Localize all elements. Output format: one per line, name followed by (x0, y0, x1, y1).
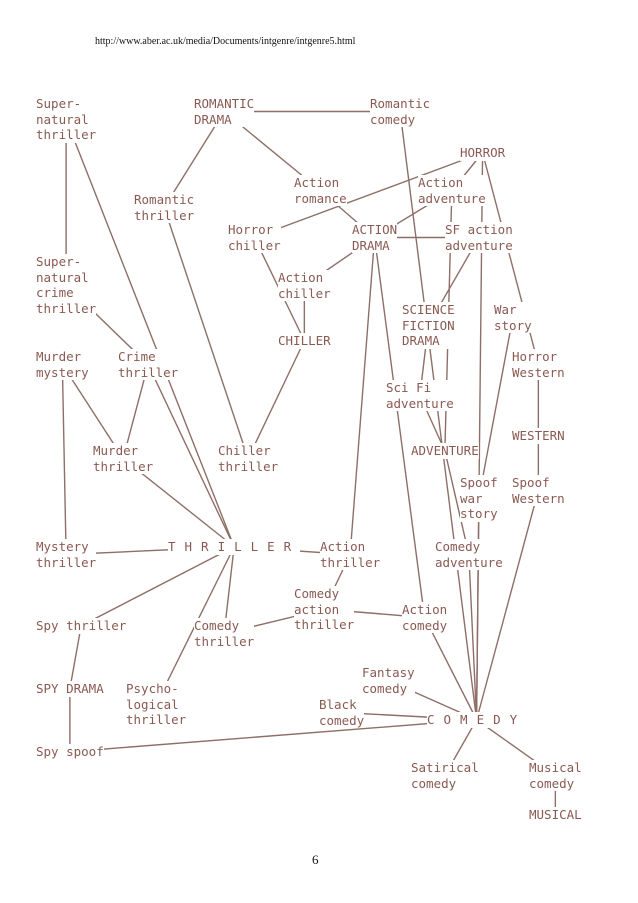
connector-spoof_western-to-comedy (477, 491, 539, 720)
node-horror-western: Horror Western (512, 349, 565, 380)
node-western: WESTERN (512, 428, 565, 443)
node-comedy-thriller: Comedy thriller (194, 618, 255, 649)
connector-comedy_adventure-to-comedy (469, 555, 477, 720)
node-sf-action-adventure: SF action adventure (445, 222, 513, 253)
connector-supernatural_thriller-to-thriller (66, 119, 234, 547)
node-war-story: War story (494, 302, 532, 333)
node-crime-thriller: Crime thriller (118, 349, 179, 380)
connector-action_drama-to-action_thriller (350, 238, 374, 555)
node-comedy-action-thriller: Comedy action thriller (294, 586, 355, 632)
connector-thriller-to-spy_thriller (81, 547, 234, 626)
node-adventure: ADVENTURE (411, 443, 479, 458)
node-musical: MUSICAL (529, 807, 582, 822)
connector-action_drama-to-action_comedy (375, 238, 425, 618)
node-action-chiller: Action chiller (278, 270, 331, 301)
node-romantic-thriller: Romantic thriller (134, 192, 195, 223)
node-thriller: THRILLER (168, 539, 301, 554)
node-action-comedy: Action comedy (402, 602, 448, 633)
node-spoof-western: Spoof Western (512, 475, 565, 506)
node-black-comedy: Black comedy (319, 697, 365, 728)
node-action-thriller: Action thriller (320, 539, 381, 570)
node-spy-thriller: Spy thriller (36, 618, 127, 633)
node-romantic-drama: ROMANTIC DRAMA (194, 96, 255, 127)
connector-murder_mystery-to-mystery_thriller (62, 365, 66, 555)
source-url: http://www.aber.ac.uk/media/Documents/intgenre/intgenre5.html (95, 36, 356, 47)
connector-war_story-to-spoof_war_story (479, 318, 513, 499)
node-musical-comedy: Musical comedy (529, 760, 582, 791)
node-horror-chiller: Horror chiller (228, 222, 281, 253)
node-satirical-comedy: Satirical comedy (411, 760, 479, 791)
node-mystery-thriller: Mystery thriller (36, 539, 97, 570)
node-supernatural-thriller: Super- natural thriller (36, 96, 97, 142)
node-fantasy-comedy: Fantasy comedy (362, 665, 415, 696)
node-comedy: COMEDY (427, 712, 527, 727)
node-spy-spoof: Spy spoof (36, 744, 104, 759)
node-horror: HORROR (460, 145, 506, 160)
page-number: 6 (312, 852, 319, 867)
node-romantic-comedy: Romantic comedy (370, 96, 431, 127)
node-murder-thriller: Murder thriller (93, 443, 154, 474)
node-chiller-thriller: Chiller thriller (218, 443, 279, 474)
node-murder-mystery: Murder mystery (36, 349, 89, 380)
connector-spy_thriller-to-spy_drama (70, 626, 81, 689)
node-spy-drama: SPY DRAMA (36, 681, 104, 696)
connector-chiller-to-chiller_thriller (248, 341, 304, 459)
node-sci-fi-adventure: Sci Fi adventure (386, 380, 454, 411)
node-chiller: CHILLER (278, 333, 331, 348)
node-science-fiction-drama: SCIENCE FICTION DRAMA (402, 302, 455, 348)
node-comedy-adventure: Comedy adventure (435, 539, 503, 570)
node-supernatural-crime-thriller: Super- natural crime thriller (36, 254, 97, 316)
node-action-romance: Action romance (294, 175, 347, 206)
node-psychological-thriller: Psycho- logical thriller (126, 681, 187, 727)
node-action-adventure: Action adventure (418, 175, 486, 206)
node-spoof-war-story: Spoof war story (460, 475, 498, 521)
node-action-drama: ACTION DRAMA (352, 222, 398, 253)
